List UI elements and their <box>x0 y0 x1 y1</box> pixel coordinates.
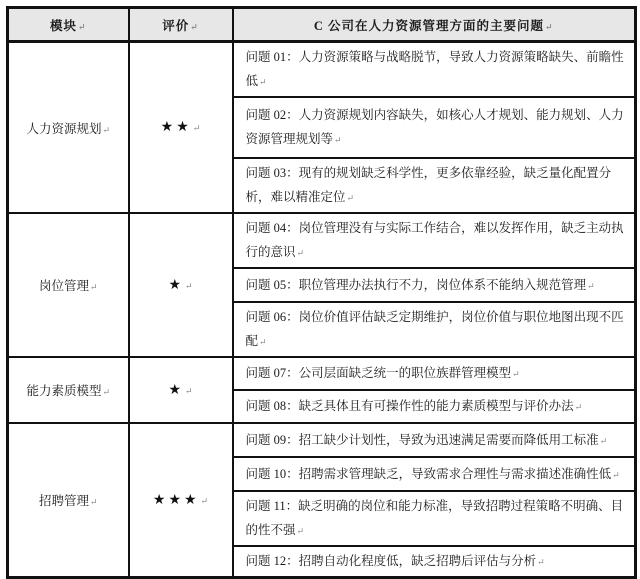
return-mark-icon: ↵ <box>102 124 111 135</box>
problem-cell-01 <box>233 42 636 98</box>
return-mark-icon: ↵ <box>296 526 305 536</box>
module-label: 人力资源规划 <box>26 121 102 136</box>
return-mark-icon: ↵ <box>574 402 583 412</box>
problem-text: 问题 05：职位管理办法执行不力，岗位体系不能纳入规范管理 <box>245 277 587 292</box>
problem-cell-05 <box>233 268 636 302</box>
return-mark-icon: ↵ <box>334 135 342 145</box>
return-mark-icon: ↵ <box>185 385 193 396</box>
star-rating: ★ <box>168 277 184 293</box>
star-rating: ★ <box>168 382 184 398</box>
module-cell-recruitment-mgmt <box>8 423 129 578</box>
problem-cell-08 <box>233 390 636 423</box>
module-cell-hr-planning <box>8 42 129 214</box>
problem-cell-07 <box>233 357 636 390</box>
table-row <box>8 42 636 98</box>
header-cell-module <box>8 8 129 42</box>
problem-text: 问题 01：人力资源策略与战略脱节，导致人力资源策略缺失、前瞻性低 <box>245 50 624 88</box>
return-mark-icon: ↵ <box>185 280 193 291</box>
problem-cell-04 <box>233 213 636 268</box>
return-mark-icon: ↵ <box>89 497 98 507</box>
rating-cell-competency-model <box>129 357 233 423</box>
module-label: 招聘管理 <box>38 494 89 508</box>
module-label: 能力素质模型 <box>26 384 102 398</box>
header-rating-label: 评价 <box>162 18 190 33</box>
hr-problems-table <box>6 6 637 579</box>
return-mark-icon: ↵ <box>296 248 305 258</box>
problem-text: 问题 03：现有的规划缺乏科学性，更多依靠经验，缺乏量化配置分析，难以精准定位 <box>245 166 612 204</box>
rating-cell-recruitment-mgmt <box>129 423 233 578</box>
table-row <box>8 213 636 268</box>
return-mark-icon: ↵ <box>89 282 98 292</box>
return-mark-icon: ↵ <box>346 193 355 203</box>
return-mark-icon: ↵ <box>200 495 209 506</box>
return-mark-icon: ↵ <box>612 469 620 480</box>
module-label: 岗位管理 <box>38 279 89 293</box>
return-mark-icon: ↵ <box>512 369 520 379</box>
return-mark-icon: ↵ <box>545 21 554 32</box>
problem-text: 问题 06：岗位价值评估缺乏定期维护，岗位价值与职位地图出现不匹配 <box>245 310 624 348</box>
header-module-label: 模块 <box>49 18 77 33</box>
problem-text: 问题 04：岗位管理没有与实际工作结合，难以发挥作用，缺乏主动执行的意识 <box>245 221 624 259</box>
problem-text: 问题 02：人力资源规划内容缺失，如核心人才规划、能力规划、人力资源管理规划等 <box>245 108 624 146</box>
table-row <box>8 423 636 457</box>
star-rating: ★★ <box>160 120 192 135</box>
header-problems-label: C 公司在人力资源管理方面的主要问题 <box>313 18 545 33</box>
rating-cell-hr-planning <box>129 42 233 214</box>
problem-cell-12 <box>233 546 636 578</box>
problem-cell-10 <box>233 457 636 491</box>
module-cell-competency-model <box>8 357 129 423</box>
return-mark-icon: ↵ <box>537 557 545 567</box>
return-mark-icon: ↵ <box>259 337 267 347</box>
rating-cell-position-mgmt <box>129 213 233 357</box>
problem-text: 问题 08：缺乏具体且有可操作性的能力素质模型与评价办法 <box>245 399 574 413</box>
table-row <box>8 357 636 390</box>
problem-text: 问题 10：招聘需求管理缺乏，导致需求合理性与需求描述准确性低 <box>245 466 612 481</box>
problem-cell-11 <box>233 491 636 546</box>
return-mark-icon: ↵ <box>259 77 267 87</box>
return-mark-icon: ↵ <box>190 21 199 32</box>
problem-cell-03 <box>233 158 636 213</box>
module-cell-position-mgmt <box>8 213 129 357</box>
return-mark-icon: ↵ <box>192 123 201 133</box>
problem-cell-06 <box>233 302 636 357</box>
header-cell-problems <box>233 8 636 42</box>
return-mark-icon: ↵ <box>599 435 608 446</box>
problem-text: 问题 09：招工缺少计划性，导致为迅速满足需要而降低用工标准 <box>245 432 599 447</box>
problem-text: 问题 07：公司层面缺乏统一的职位族群管理模型 <box>245 366 512 380</box>
return-mark-icon: ↵ <box>77 21 87 32</box>
problem-cell-09 <box>233 423 636 457</box>
problem-text: 问题 11：缺乏明确的岗位和能力标准，导致招聘过程策略不明确、目的性不强 <box>245 499 624 537</box>
header-cell-rating <box>129 8 233 42</box>
problem-cell-02 <box>233 97 636 158</box>
star-rating: ★★★ <box>152 492 200 508</box>
return-mark-icon: ↵ <box>587 280 595 291</box>
problem-text: 问题 12：招聘自动化程度低，缺乏招聘后评估与分析 <box>245 554 537 568</box>
table-header-row <box>8 8 636 42</box>
return-mark-icon: ↵ <box>102 387 111 397</box>
